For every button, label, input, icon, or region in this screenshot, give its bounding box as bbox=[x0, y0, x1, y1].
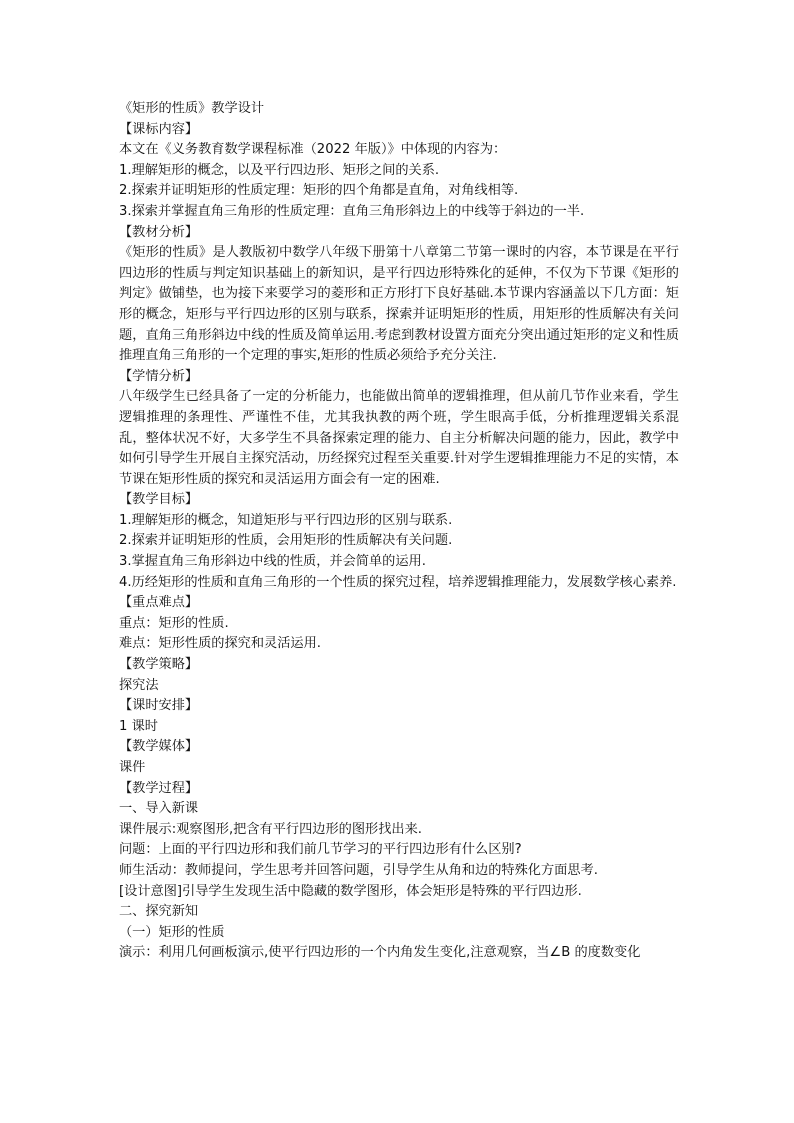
document-page bbox=[119, 99, 679, 964]
objective-item: 1.理解矩形的概念，知道矩形与平行四边形的区别与联系. bbox=[119, 512, 453, 528]
student-analysis-paragraph: 八年级学生已经具备了一定的分析能力，也能做出简单的逻辑推理，但从前几节作业来看，学生逻辑推理的条理性、严谨性不佳，尤其我执教的两个班，学生眼高手低，分析推理逻辑关系混乱，整体状况不好，大多学生不具备探索定理的能力、自主分析解决问题的能力，因此，教学中如何引导学生开展自主探究活动，历经探究过程至关重要.针对学生逻辑推理能力不足的实情，本节课在矩形性质的探究和灵活运用方面会有一定的困难. bbox=[119, 389, 679, 487]
process-line: 课件展示:观察图形,把含有平行四边形的图形找出来. bbox=[119, 821, 422, 837]
process-line: [设计意图]引导学生发现生活中隐藏的数学图形，体会矩形是特殊的平行四边形. bbox=[119, 883, 582, 899]
process-part-title: 一、导入新课 bbox=[119, 801, 199, 817]
process-subsection-title: （一）矩形的性质 bbox=[119, 924, 225, 940]
objective-item: 3.掌握直角三角形斜边中线的性质，并会简单的运用. bbox=[119, 554, 426, 570]
section-heading-curriculum: 【课标内容】 bbox=[119, 121, 199, 137]
process-line: 师生活动：教师提问，学生思考并回答问题，引导学生从角和边的特殊化方面思考. bbox=[119, 862, 598, 878]
document-title: 《矩形的性质》教学设计 bbox=[119, 101, 265, 116]
difficult-point: 难点：矩形性质的探究和灵活运用. bbox=[119, 636, 322, 652]
key-point: 重点：矩形的性质. bbox=[119, 615, 229, 631]
curriculum-item: 3.探索并掌握直角三角形的性质定理：直角三角形斜边上的中线等于斜边的一半. bbox=[119, 203, 585, 219]
process-part-title: 二、探究新知 bbox=[119, 904, 199, 920]
section-heading-objectives: 【教学目标】 bbox=[119, 492, 199, 508]
section-heading-key-points: 【重点难点】 bbox=[119, 595, 199, 611]
textbook-analysis-paragraph: 《矩形的性质》是人教版初中数学八年级下册第十八章第二节第一课时的内容，本节课是在平行四边形的性质与判定知识基础上的新知识，是平行四边形特殊化的延伸，不仅为下节课《矩形的判定》做铺垫，也为接下来要学习的菱形和正方形打下良好基础.本节课内容涵盖以下几方面：矩形的概念，矩形与平行四边形的区别与联系，探索并证明矩形的性质，用矩形的性质解决有关问题，直角三角形斜边中线的性质及简单运用.考虑到教材设置方面充分突出通过矩形的定义和性质推理直角三角形的一个定理的事实,矩形的性质必须给予充分关注. bbox=[119, 245, 679, 364]
schedule-text: 1 课时 bbox=[119, 718, 158, 734]
media-text: 课件 bbox=[119, 760, 146, 775]
curriculum-item: 2.探索并证明矩形的性质定理：矩形的四个角都是直角，对角线相等. bbox=[119, 183, 519, 199]
section-heading-strategy: 【教学策略】 bbox=[119, 657, 199, 673]
objective-item: 2.探索并证明矩形的性质，会用矩形的性质解决有关问题. bbox=[119, 533, 453, 549]
process-line: 演示：利用几何画板演示,使平行四边形的一个内角发生变化,注意观察，当∠B 的度数变化 bbox=[119, 945, 641, 961]
curriculum-intro: 本文在《义务教育数学课程标准（2022 年版）》中体现的内容为： bbox=[119, 142, 507, 158]
section-heading-process: 【教学过程】 bbox=[119, 780, 199, 796]
objective-item: 4.历经矩形的性质和直角三角形的一个性质的探究过程，培养逻辑推理能力，发展数学核心素养. bbox=[119, 574, 677, 590]
strategy-text: 探究法 bbox=[119, 677, 159, 693]
curriculum-item: 1.理解矩形的概念，以及平行四边形、矩形之间的关系. bbox=[119, 162, 440, 178]
process-line: 问题：上面的平行四边形和我们前几节学习的平行四边形有什么区别? bbox=[119, 842, 522, 858]
section-heading-media: 【教学媒体】 bbox=[119, 739, 199, 755]
section-heading-students: 【学情分析】 bbox=[119, 368, 199, 384]
section-heading-textbook: 【教材分析】 bbox=[119, 224, 199, 240]
section-heading-schedule: 【课时安排】 bbox=[119, 698, 199, 714]
